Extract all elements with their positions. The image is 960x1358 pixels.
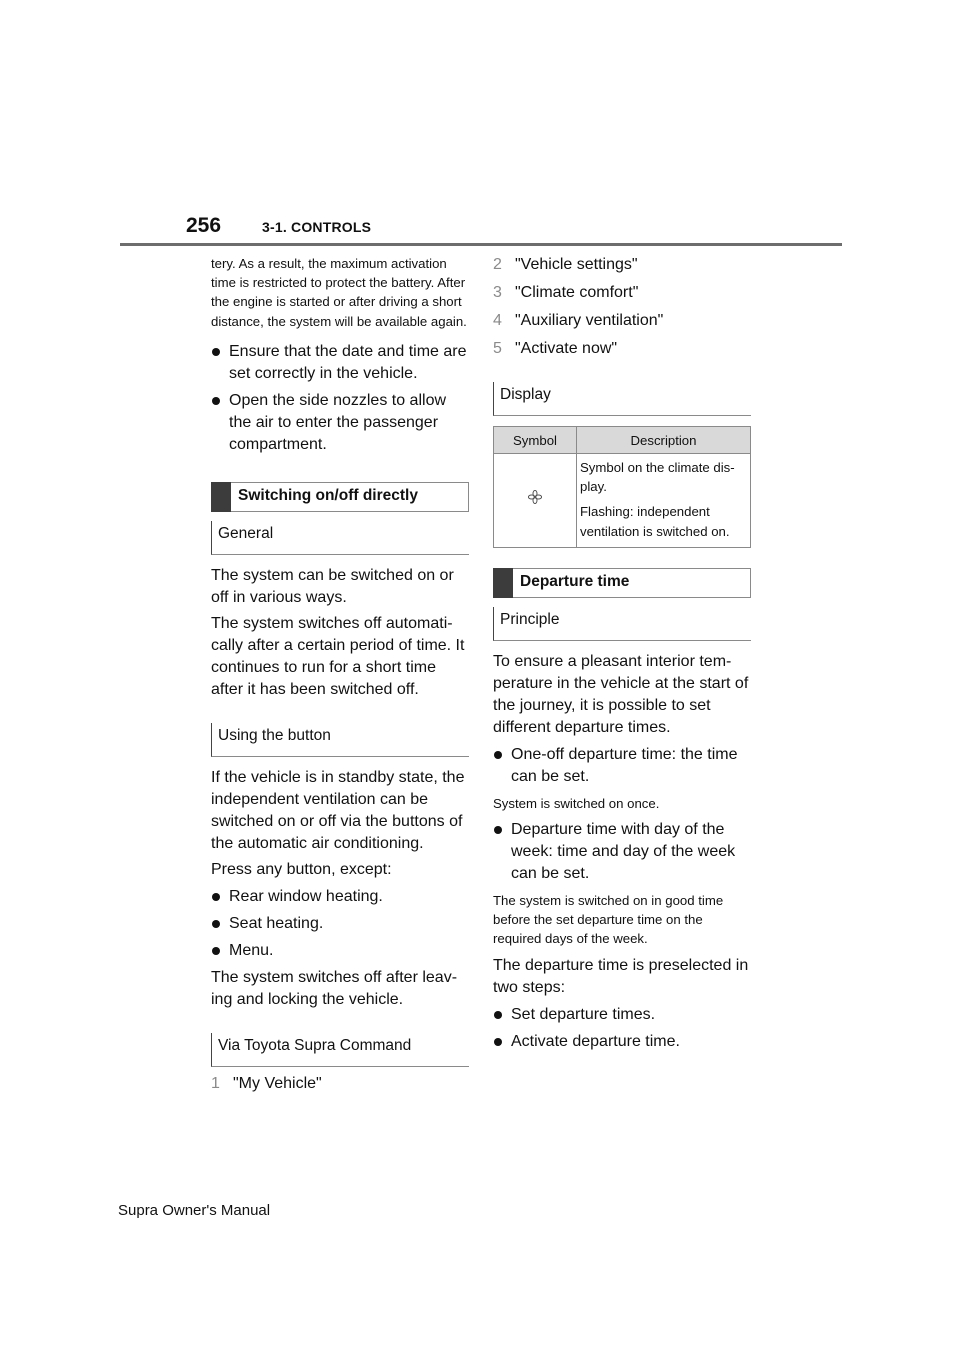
bullet-dot bbox=[212, 348, 220, 356]
header-rule bbox=[120, 243, 842, 246]
heading-departure-text: Departure time bbox=[520, 572, 630, 590]
section-title: 3-1. CONTROLS bbox=[262, 219, 372, 235]
preselect-paragraph: The departure time is preselected in two steps: bbox=[493, 956, 749, 996]
button-paragraph-1: If the vehicle is in standby state, the independent ventilation can be switched on or off via the buttons of the automatic air conditioning. bbox=[211, 768, 465, 852]
right-column bbox=[493, 254, 751, 1053]
bullet-dot bbox=[212, 397, 220, 405]
subhead-principle: Principle bbox=[493, 607, 751, 641]
button-paragraph-3: The system switches off after leav-ing and locking the vehicle. bbox=[211, 968, 458, 1008]
bullet-activate-departure: Activate departure time. bbox=[493, 1031, 751, 1053]
bullet-dot bbox=[212, 920, 220, 928]
bullet-date-time: Ensure that the date and time are set correctly in the vehicle. bbox=[211, 341, 469, 385]
bullet-dot bbox=[494, 751, 502, 759]
fan-icon bbox=[528, 490, 542, 504]
bullet-set-departure: Set departure times. bbox=[493, 1004, 751, 1026]
intro-text: tery. As a result, the maximum activation time is restricted to protect the battery. After the engine is started or after driving a short distance, the system will be available again. bbox=[211, 256, 467, 329]
heading-bar bbox=[211, 482, 231, 512]
button-paragraph-2: Press any button, except: bbox=[211, 860, 392, 878]
bullet-day-of-week: Departure time with day of the week: time and day of the week can be set. bbox=[493, 819, 751, 885]
note-one-off: System is switched on once. bbox=[493, 795, 660, 811]
bullet-dot bbox=[212, 893, 220, 901]
bullet-dot bbox=[494, 1038, 502, 1046]
bullet-seat-heating: Seat heating. bbox=[211, 913, 469, 935]
page-number: 256 bbox=[186, 214, 222, 237]
heading-switching bbox=[211, 482, 469, 512]
bullet-dot bbox=[494, 826, 502, 834]
table-row bbox=[494, 454, 751, 548]
symbol-table bbox=[493, 426, 751, 548]
step-4: 4 "Auxiliary ventilation" bbox=[493, 312, 664, 329]
symbol-cell bbox=[494, 454, 577, 548]
column-header-symbol: Symbol bbox=[494, 427, 577, 454]
general-paragraph-2: The system switches off automati-cally after a certain period of time. It continues to run for a short time after it has been switched off. bbox=[211, 614, 465, 698]
subhead-using-button: Using the button bbox=[211, 723, 469, 757]
description-line-2: Flashing: independent ventilation is switched on. bbox=[580, 504, 730, 539]
step-1: 1 "My Vehicle" bbox=[211, 1074, 322, 1092]
bullet-side-nozzles: Open the side nozzles to allow the air to enter the passenger compartment. bbox=[211, 390, 469, 456]
subhead-display: Display bbox=[493, 382, 751, 416]
step-5: 5 "Activate now" bbox=[493, 340, 618, 357]
column-header-description: Description bbox=[577, 427, 751, 454]
heading-departure bbox=[493, 568, 751, 598]
note-day-of-week: The system is switched on in good time before the set departure time on the required days of the week. bbox=[493, 893, 724, 947]
step-2: 2 "Vehicle settings" bbox=[493, 256, 638, 273]
bullet-menu: Menu. bbox=[211, 940, 469, 962]
bullet-one-off: One-off departure time: the time can be set. bbox=[493, 744, 751, 788]
principle-paragraph: To ensure a pleasant interior tem-perature in the vehicle at the start of the journey, it is possible to set different departure times. bbox=[493, 652, 749, 736]
subhead-general: General bbox=[211, 521, 469, 555]
step-3: 3 "Climate comfort" bbox=[493, 284, 639, 301]
description-line-1: Symbol on the climate dis-play. bbox=[580, 460, 735, 495]
heading-switching-text: Switching on/off directly bbox=[238, 486, 418, 504]
left-column bbox=[211, 254, 469, 1095]
subhead-supra-command: Via Toyota Supra Command bbox=[211, 1033, 469, 1067]
bullet-dot bbox=[494, 1011, 502, 1019]
bullet-rear-window: Rear window heating. bbox=[211, 886, 469, 908]
footer-text: Supra Owner's Manual bbox=[118, 1202, 271, 1219]
general-paragraph-1: The system can be switched on or off in various ways. bbox=[211, 566, 454, 606]
description-cell bbox=[577, 454, 751, 548]
bullet-dot bbox=[212, 947, 220, 955]
heading-bar bbox=[493, 568, 513, 598]
symbol-table-header bbox=[494, 427, 751, 454]
